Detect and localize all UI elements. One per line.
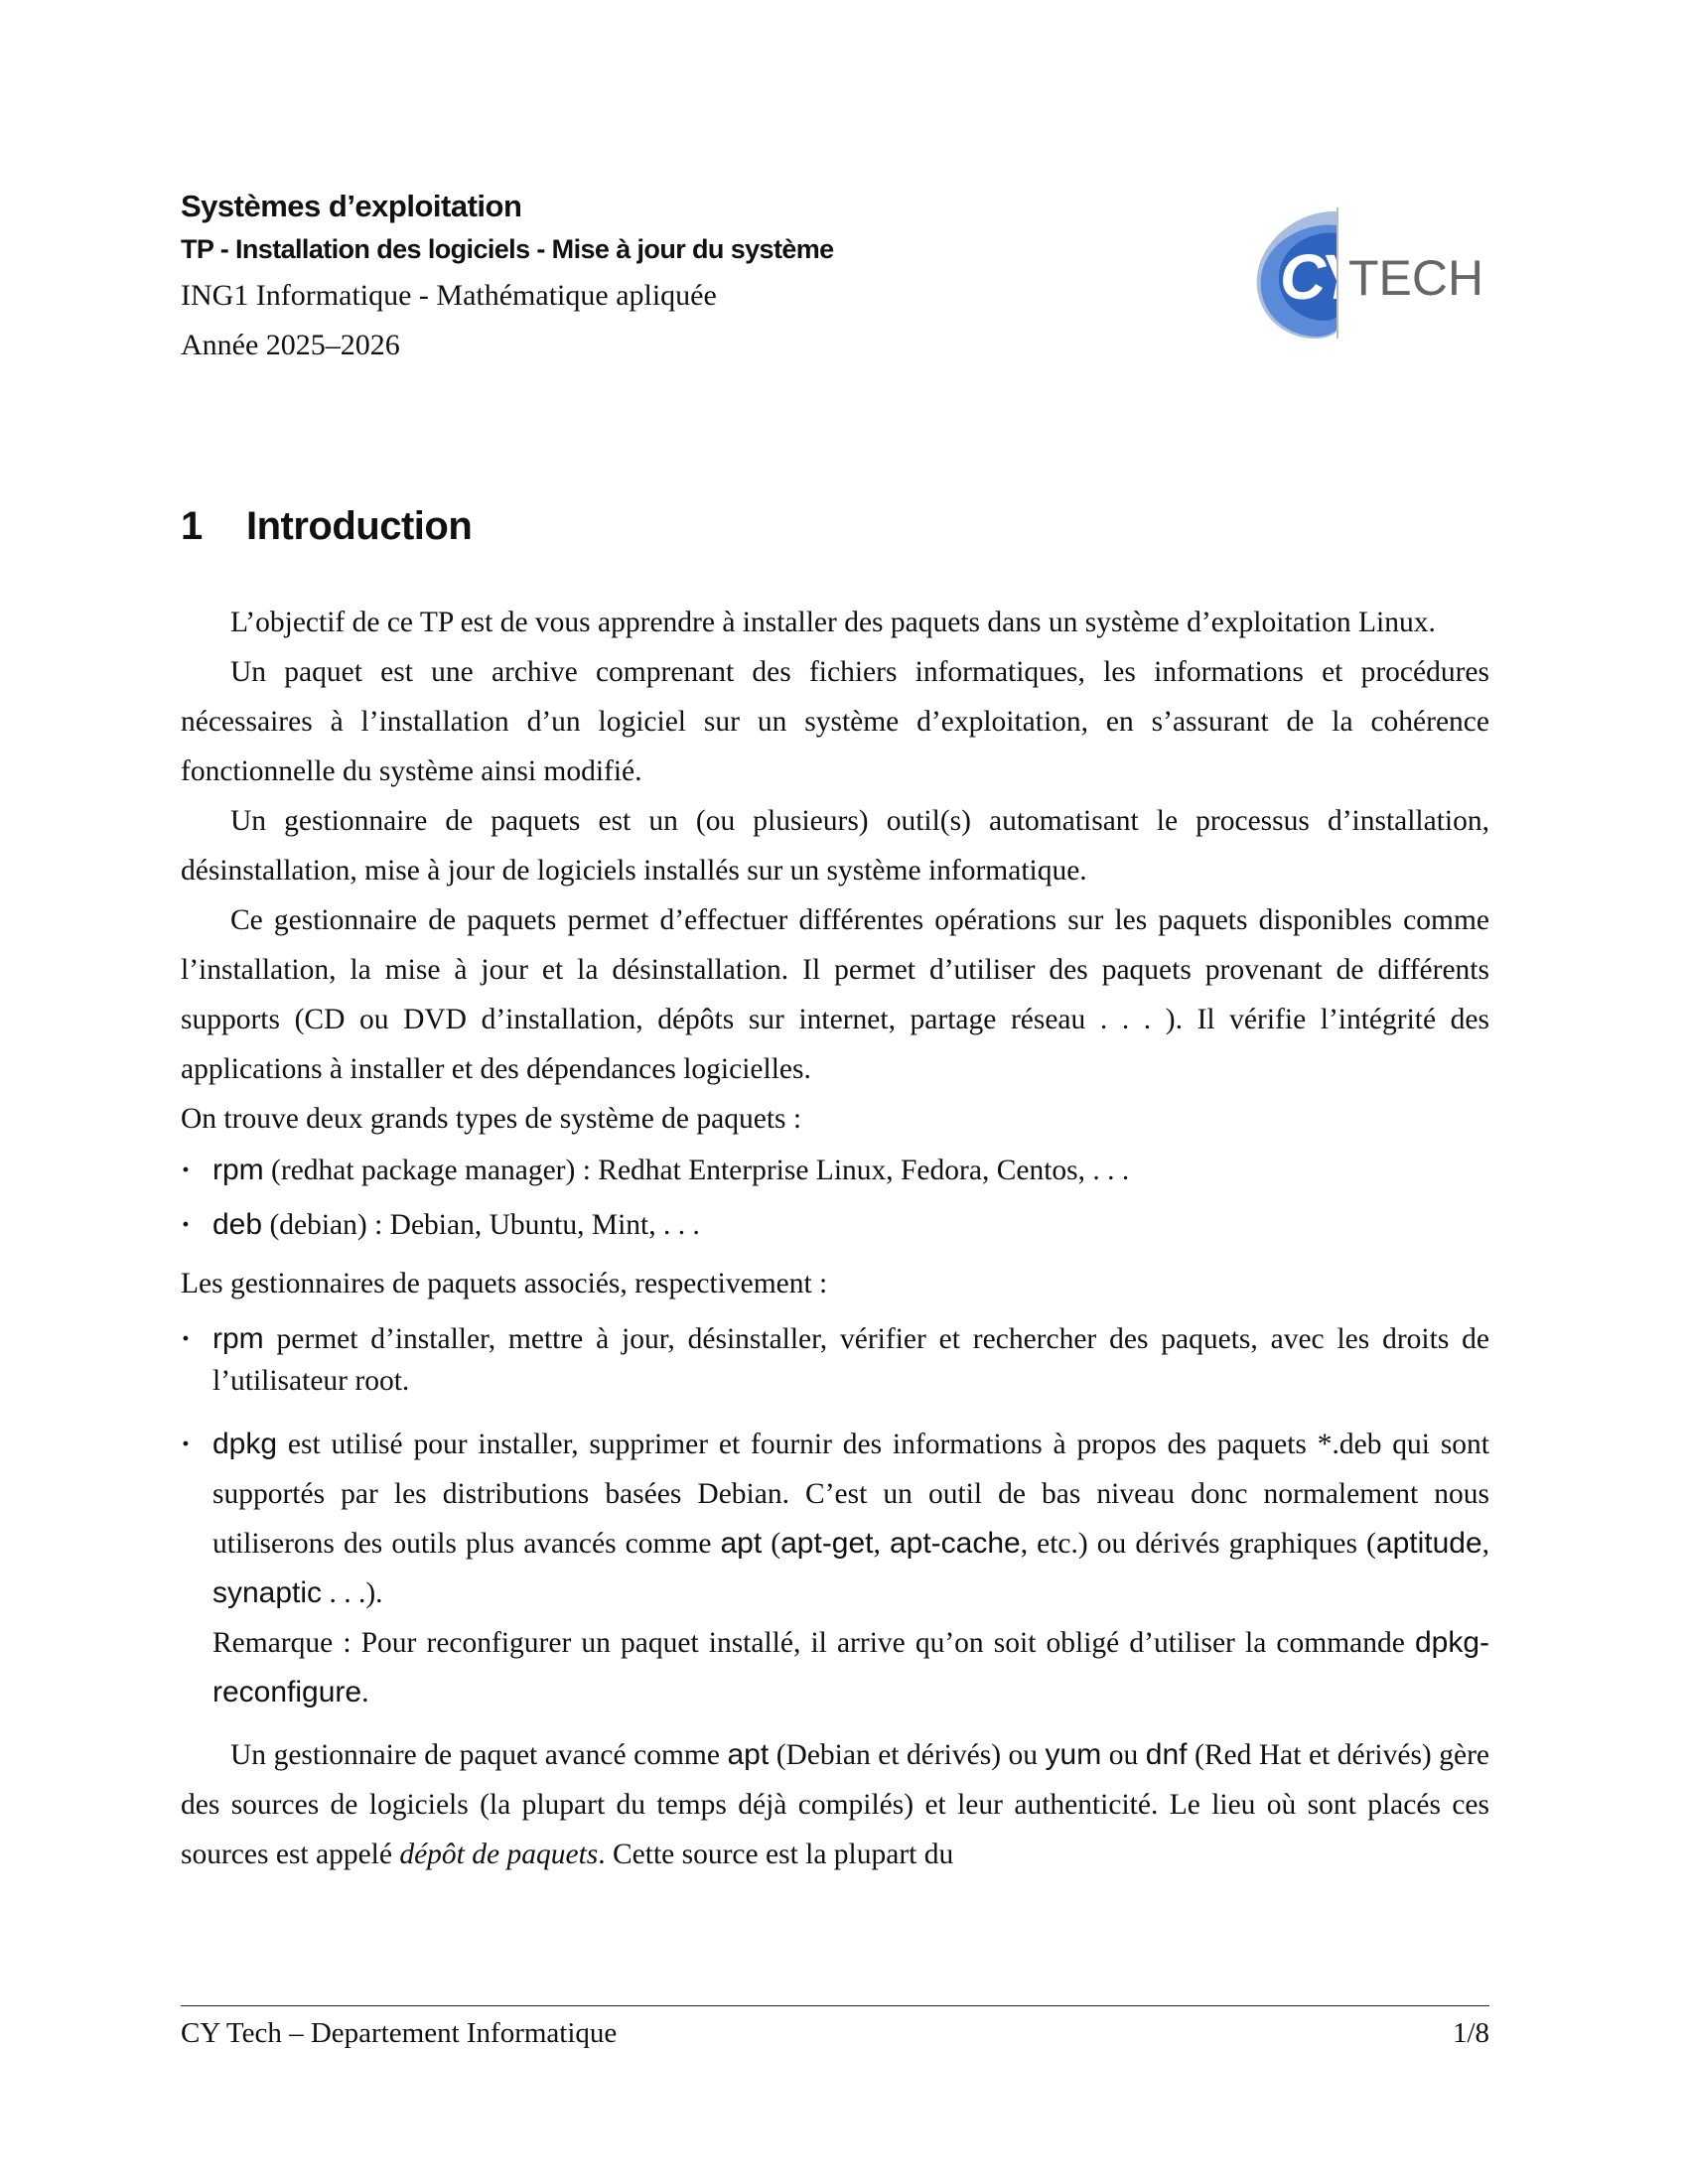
command-name: rpm [212, 1154, 264, 1186]
section-heading [181, 504, 472, 549]
svg-text:TECH: TECH [1348, 250, 1484, 306]
remark-text: Remarque : Pour reconfigurer un paquet installé, il arrive qu’on soit obligé d’utiliser la commande [212, 1627, 1415, 1659]
command-name: deb [212, 1208, 263, 1241]
package-types-list [181, 1150, 1489, 1246]
list-item-text: (debian) : Debian, Ubuntu, Mint, . . . [262, 1209, 700, 1241]
command-name: apt [727, 1738, 770, 1771]
section-title: Introduction [246, 504, 473, 548]
list-item-text: ( [762, 1528, 781, 1560]
command-name: dpkg [212, 1428, 278, 1460]
paragraph-types-intro: On trouve deux grands types de système de paquets : [181, 1103, 802, 1135]
paragraph-package-definition: Un paquet est une archive comprenant des fichiers informatiques, les informations et procédures nécessaires à l’installation d’un logiciel sur un système d’exploitation, en s’assurant de la cohérence fonctionnelle du système ainsi modifié. [181, 656, 1489, 787]
package-managers-list [181, 1318, 1489, 1717]
academic-year: Année 2025–2026 [181, 329, 400, 361]
command-name: apt-get [780, 1527, 874, 1560]
course-title: Systèmes d’exploitation [181, 189, 522, 223]
footer-department: CY Tech – Departement Informatique [181, 2017, 618, 2049]
cy-tech-logo [1253, 204, 1501, 342]
list-item [181, 1420, 1489, 1717]
list-item [181, 1150, 1489, 1191]
list-item-text: (redhat package manager) : Redhat Enterprise Linux, Fedora, Centos, . . . [263, 1155, 1130, 1186]
command-name: dpkg-reconfigure [212, 1626, 1489, 1708]
paragraph-objective: L’objectif de ce TP est de vous apprendre à installer des paquets dans un système d’exploitation Linux. [230, 607, 1436, 638]
emphasis-term: dépôt de paquets [399, 1839, 599, 1870]
page-number: 1/8 [1452, 2017, 1489, 2049]
section-number: 1 [181, 504, 203, 548]
paragraph-package-manager: Un gestionnaire de paquets est un (ou plusieurs) outil(s) automatisant le processus d’installation, désinstallation, mise à jour de logiciels installés sur un système informatique. [181, 805, 1489, 887]
command-name: dnf [1145, 1738, 1188, 1771]
command-name: rpm [212, 1322, 264, 1355]
paragraph-text: ou [1101, 1739, 1146, 1771]
paragraph-repositories [181, 1730, 1489, 1879]
list-item-text: , [873, 1528, 890, 1560]
command-name: apt-cache [889, 1527, 1021, 1560]
list-item-text: . . .). [322, 1577, 383, 1609]
cy-tech-logo-icon [1253, 204, 1501, 342]
paragraph-text: (Debian et dérivés) ou [769, 1739, 1046, 1771]
remark-note [212, 1618, 1489, 1717]
document-body [181, 598, 1489, 1879]
command-name: yum [1045, 1738, 1102, 1771]
tp-title: TP - Installation des logiciels - Mise à jour du système [181, 234, 834, 264]
command-name: aptitude [1375, 1527, 1482, 1560]
paragraph-operations: Ce gestionnaire de paquets permet d’effectuer différentes opérations sur les paquets disponibles comme l’installation, la mise à jour et la désinstallation. Il permet d’utiliser des paquets provenant de différents supports (CD ou DVD d’installation, dépôts sur internet, partage réseau . . . ). Il vérifie l’intégrité des applications à installer et des dépendances logicielles. [181, 904, 1489, 1085]
program-label: ING1 Informatique - Mathématique apliquée [181, 279, 717, 312]
list-item-text: , etc.) ou dérivés graphiques ( [1020, 1528, 1376, 1560]
paragraph-text: Un gestionnaire de paquet avancé comme [230, 1739, 728, 1771]
list-item [181, 1204, 1489, 1246]
footer-divider [181, 2005, 1489, 2006]
command-name: apt [720, 1527, 763, 1560]
list-item [181, 1318, 1489, 1402]
paragraph-managers-intro: Les gestionnaires de paquets associés, respectivement : [181, 1268, 828, 1299]
remark-text: . [361, 1677, 369, 1708]
document-header [181, 189, 834, 377]
list-item-text: est utilisé pour installer, supprimer et fournir des informations à propos des paquets *.deb qui sont supportés par les distributions basées Debian. C’est un outil de bas niveau donc normalement nous utiliserons des outils plus avancés comme [212, 1429, 1489, 1560]
list-item-text: , [1481, 1528, 1490, 1560]
paragraph-text: . Cette source est la plupart du [598, 1839, 954, 1870]
list-item-text: permet d’installer, mettre à jour, désinstaller, vérifier et rechercher des paquets, avec les droits de l’utilisateur root. [212, 1323, 1489, 1397]
svg-text:CY: CY [1280, 241, 1356, 313]
paragraph-text: (Red Hat et dérivés) gère des sources de logiciels (la plupart du temps déjà compilés) et leur authenticité. Le lieu où sont placés ces sources est appelé [181, 1739, 1490, 1870]
command-name: synaptic [212, 1576, 323, 1609]
